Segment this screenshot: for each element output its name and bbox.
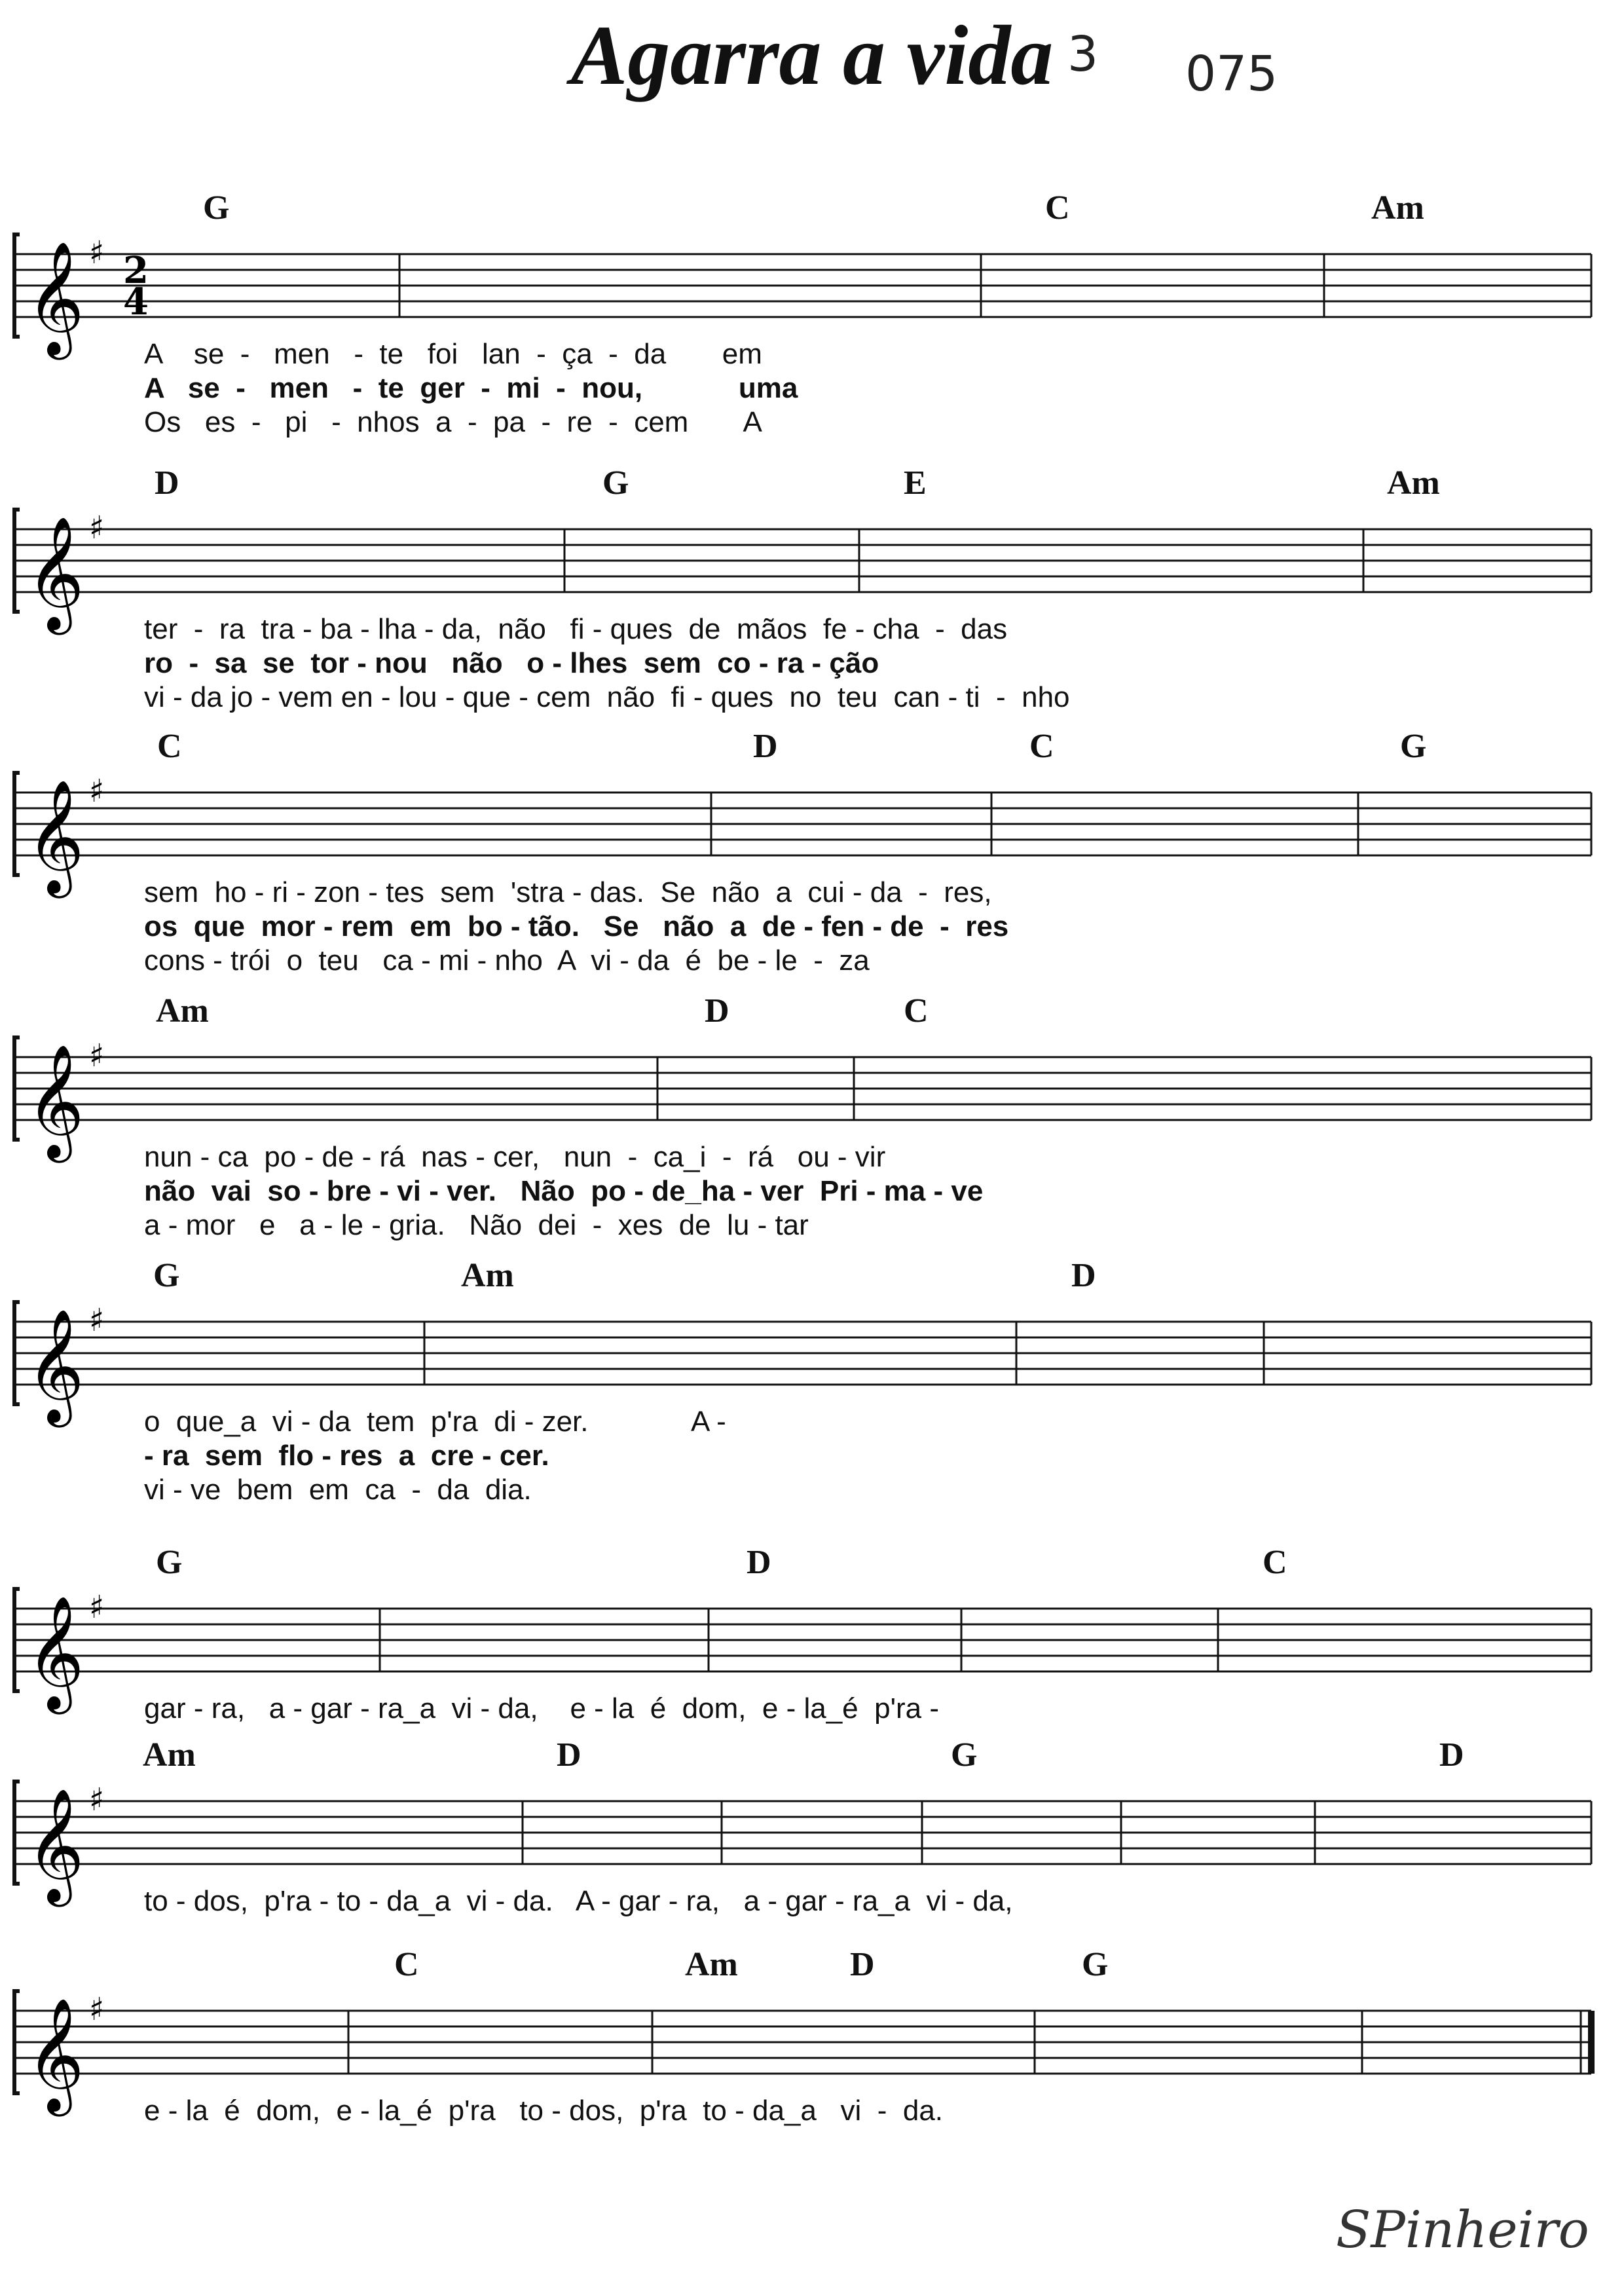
lyric-line: to - dos, p'ra - to - da_a vi - da. A - gar - ra, a - gar - ra_a vi - da,	[144, 1885, 1013, 1917]
sharp-icon: ♯	[89, 1589, 105, 1626]
sharp-icon: ♯	[89, 234, 105, 271]
lyric-line: ter - ra tra - ba - lha - da, não fi - ques de mãos fe - cha - das	[144, 613, 1008, 645]
lyric-line: Os es - pi - nhos a - pa - re - cem A	[144, 406, 762, 438]
sharp-icon: ♯	[89, 773, 105, 810]
lyric-line: A se - men - te foi lan - ça - da em	[144, 338, 762, 370]
chord-symbol: C	[157, 728, 182, 765]
lyric-line: A se - men - te ger - mi - nou, uma	[144, 372, 798, 404]
chord-symbol: D	[850, 1946, 875, 1983]
chord-symbol: Am	[461, 1257, 514, 1294]
lyric-line: ro - sa se tor - nou não o - lhes sem co - ra - ção	[144, 647, 879, 679]
chord-symbol: Am	[156, 992, 209, 1030]
chord-symbol: D	[747, 1544, 771, 1581]
lyric-line: sem ho - ri - zon - tes sem 'stra - das. Se não a cui - da - res,	[144, 876, 992, 908]
sharp-icon: ♯	[89, 1037, 105, 1074]
handwritten-signature: SPinheiro	[1336, 2201, 1589, 2260]
time-signature-digit: 4	[123, 280, 149, 324]
treble-clef-icon: 𝄞	[26, 1998, 84, 2112]
sharp-icon: ♯	[89, 510, 105, 546]
lyric-line: o que_a vi - da tem p'ra di - zer. A -	[144, 1406, 726, 1438]
chord-symbol: Am	[1371, 189, 1424, 227]
chord-symbol: G	[602, 464, 629, 502]
chord-symbol: D	[753, 728, 778, 765]
lyric-line: não vai so - bre - vi - ver. Não po - de_ha - ver Pri - ma - ve	[144, 1175, 984, 1207]
lyric-line: gar - ra, a - gar - ra_a vi - da, e - la é dom, e - la_é p'ra -	[144, 1692, 939, 1725]
song-title: Agarra a vida	[570, 9, 1054, 103]
lyric-line: os que mor - rem em bo - tão. Se não a de - fen - de - res	[144, 910, 1009, 942]
chord-symbol: D	[557, 1736, 581, 1774]
chord-symbol: D	[1439, 1736, 1464, 1774]
chord-symbol: G	[203, 189, 230, 227]
chord-symbol: Am	[143, 1736, 196, 1774]
sharp-icon: ♯	[89, 1991, 105, 2028]
lyric-line: cons - trói o teu ca - mi - nho A vi - da é be - le - za	[144, 944, 870, 977]
lyric-line: vi - ve bem em ca - da dia.	[144, 1474, 532, 1506]
chord-symbol: G	[1400, 728, 1427, 765]
treble-clef-icon: 𝄞	[26, 241, 84, 355]
treble-clef-icon: 𝄞	[26, 779, 84, 893]
handwritten-mark: 3	[1067, 26, 1099, 83]
chord-symbol: C	[1029, 728, 1054, 765]
sharp-icon: ♯	[89, 1302, 105, 1339]
chord-symbol: G	[156, 1544, 183, 1581]
lyric-line: - ra sem flo - res a cre - cer.	[144, 1440, 549, 1472]
chord-symbol: C	[394, 1946, 419, 1983]
treble-clef-icon: 𝄞	[26, 516, 84, 630]
treble-clef-icon: 𝄞	[26, 1595, 84, 1709]
chord-symbol: D	[1071, 1257, 1096, 1294]
chord-symbol: D	[155, 464, 179, 502]
lyric-line: e - la é dom, e - la_é p'ra to - dos, p'ra to - da_a vi - da.	[144, 2095, 944, 2127]
lyric-line: a - mor e a - le - gria. Não dei - xes de lu - tar	[144, 1209, 809, 1241]
treble-clef-icon: 𝄞	[26, 1044, 84, 1158]
lyric-line: vi - da jo - vem en - lou - que - cem não fi - ques no teu can - ti - nho	[144, 681, 1070, 713]
chord-symbol: E	[904, 464, 927, 502]
time-signature-digit: 2	[123, 249, 149, 292]
chord-symbol: G	[1082, 1946, 1109, 1983]
chord-symbol: C	[1045, 189, 1070, 227]
lyric-line: nun - ca po - de - rá nas - cer, nun - ca_i - rá ou - vir	[144, 1141, 886, 1173]
handwritten-number: 075	[1185, 46, 1278, 102]
chord-symbol: G	[951, 1736, 978, 1774]
chord-symbol: Am	[685, 1946, 738, 1983]
sharp-icon: ♯	[89, 1782, 105, 1818]
chord-symbol: C	[904, 992, 929, 1030]
treble-clef-icon: 𝄞	[26, 1309, 84, 1423]
chord-symbol: G	[153, 1257, 180, 1294]
chord-symbol: Am	[1387, 464, 1440, 502]
chord-symbol: C	[1263, 1544, 1287, 1581]
chord-symbol: D	[705, 992, 729, 1030]
treble-clef-icon: 𝄞	[26, 1788, 84, 1902]
